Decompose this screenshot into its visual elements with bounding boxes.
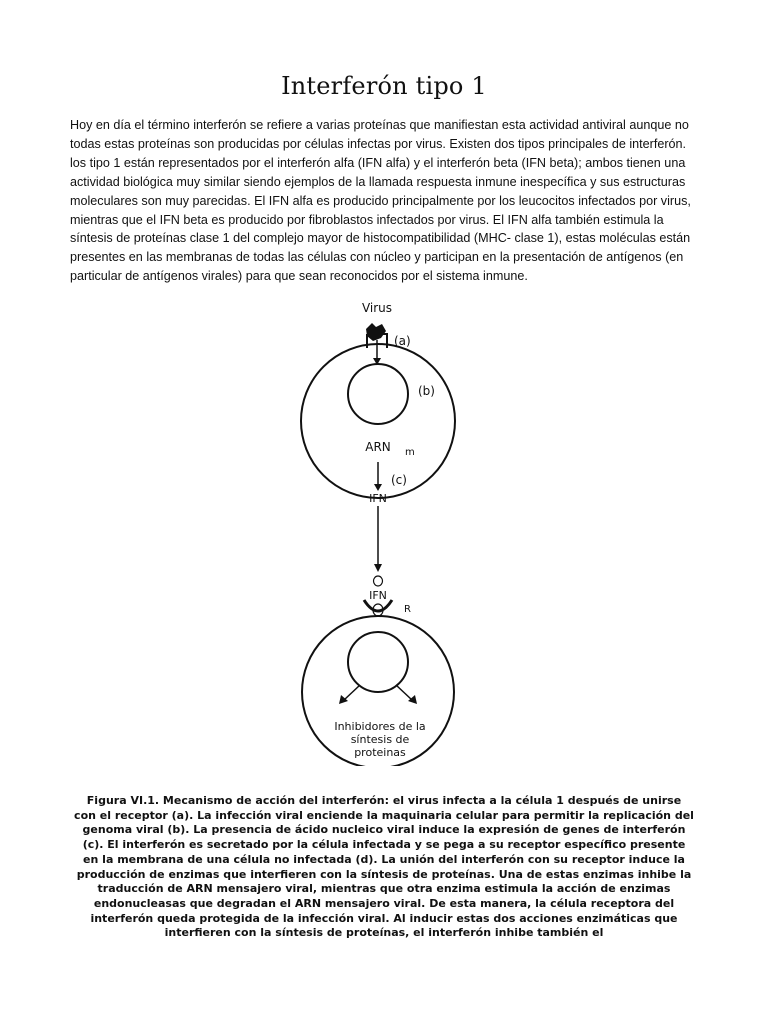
m-label: m: [405, 447, 415, 458]
ifn-label-receptor: IFN: [369, 589, 387, 602]
label-a: (a): [394, 334, 411, 348]
r-label: R: [404, 604, 411, 615]
virus-label: Virus: [361, 301, 393, 315]
figure-diagram: [280, 296, 480, 766]
arn-label: ARN: [365, 440, 391, 454]
label-b: (b): [418, 384, 435, 398]
virus-particle: [366, 323, 386, 341]
infected-cell-nucleus: [348, 364, 408, 424]
page-title: Interferón tipo 1: [281, 72, 487, 100]
label-c: (c): [391, 473, 407, 487]
caption-text: Figura VI.1. Mecanismo de acción del interferón: el virus infecta a la célula 1 después de unirse con el receptor (a). La infección viral enciende la maquinaria celular para permitir la replicación del genoma viral (b). La presencia de ácido nucleico viral induce la expresión de genes de interferón (c). El interferón es secretado por la célula infectada y se pega a su receptor específico presente en la membrana de una célula no infectada (d). La unión del interferón con su receptor induce la producción de enzimas que interfieren con la síntesis de proteínas. Una de estas enzimas inhibe la traducción de ARN mensajero viral, mientras que otra enzima estimula la acción de enzimas endonucleasas que degradan el ARN mensajero viral. De esta manera, la célula receptora del interferón queda protegida de la infección viral. Al inducir estas dos acciones enzimáticas que interfieren con la síntesis de proteínas, el interferón inhibe también el: [74, 794, 694, 940]
ifn-label-cell1: IFN: [369, 492, 387, 505]
protected-cell-nucleus: [348, 632, 408, 692]
intro-paragraph: [70, 116, 702, 286]
interferon-molecule: [374, 576, 383, 586]
inhibitors-label-line2: síntesis de: [350, 733, 410, 746]
interferon-mechanism-figure: [280, 296, 480, 766]
inhibitor-arrow-right: [396, 685, 412, 700]
intro-text: Hoy en día el término interferón se refiere a varias proteínas que manifiestan esta actividad antiviral aunque no todas estas proteínas son producidas por células infectas por virus. Existen dos tipos principales de interferón. los tipo 1 están representados por el interferón alfa (IFN alfa) y el interferón beta (IFN beta); ambos tienen una actividad biológica muy similar siendo ejemplos de la llamada respuesta inmune inespecífica y sus estructuras moleculares son muy parecidas. El IFN alfa es producido principalmente por los leucocitos infectados por virus, mientras que el IFN beta es producido por fibroblastos infectados por virus. El IFN alfa también estimula la síntesis de proteínas clase 1 del complejo mayor de histocompatibilidad (MHC- clase 1), estas moléculas están presentes en las membranas de todas las células con núcleo y participan en la presentación de antígenos (en particular de antígenos virales) para que sean reconocidos por el sistema inmune.: [70, 118, 691, 284]
inhibitors-label-line1: Inhibidores de la: [334, 720, 426, 733]
inhibitors-label-line3: proteinas: [354, 746, 406, 759]
figure-caption: [74, 794, 694, 941]
inhibitor-arrow-left: [344, 685, 360, 700]
